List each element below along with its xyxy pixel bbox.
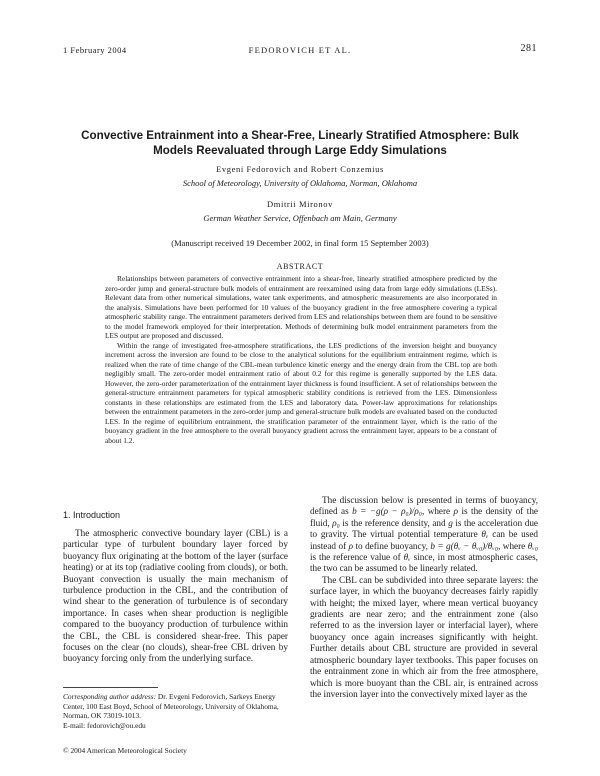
footnote-email: E-mail: fedorovich@ou.edu [63, 720, 146, 730]
cbl-layers-paragraph: The CBL can be subdivided into three separate layers: the surface layer, in which the buoyancy decreases fairly rapidly with height; the mixed layer, where mean vertical buoyancy gradients are near zero; and the entrainment zone (also referred to as the inversion layer or interfacial layer), where buoyancy once again increases significantly with height. Further details about CBL structure are provided in several atmospheric boundary layer textbooks. This paper focuses on the entrainment zone in which air from the free atmosphere, which is more buoyant than the CBL air, is entrained across the inversion layer into the convectively mixed layer as the [310, 574, 538, 699]
footnote-rule [63, 687, 158, 688]
abstract-body [105, 274, 497, 445]
buoyancy-formula: b = −g(ρ − ρ₀)/ρ₀ [352, 506, 422, 517]
page-number: 281 [520, 43, 537, 54]
author-affiliation-1: School of Meteorology, University of Oklahoma, Norman, Oklahoma [182, 178, 418, 188]
copyright-notice: © 2004 American Meteorological Society [63, 746, 187, 755]
author-names-1: Evgeni Fedorovich and Robert Conzemius [216, 164, 384, 174]
author-names-2: Dmitrii Mironov [267, 199, 333, 209]
buoyancy-temperature-formula: b = g(θᵥ − θᵥ₀)/θᵥ₀ [430, 540, 499, 551]
running-head-authors: FEDOROVICH ET AL. [248, 45, 352, 55]
footnote-label: Corresponding author address: [63, 692, 157, 701]
right-column [310, 495, 538, 700]
buoyancy-paragraph: The discussion below is presented in terms of buoyancy, defined as b = −g(ρ − ρ₀)/ρ₀, where ρ is the density of the fluid, ρ₀ is the reference density, and g is the acceleration due to gravity. The virtual potential temperature θᵥ can be used instead of ρ to define buoyancy, b = g(θᵥ − θᵥ₀)/θᵥ₀, where θᵥ₀ is the reference value of θᵥ since, in most atmospheric cases, the two can be assumed to be linearly related. [310, 495, 539, 574]
intro-paragraph: The atmospheric convective boundary layer (CBL) is a particular type of turbulent boundary layer forced by buoyancy flux originating at the bottom of the layer (surface heating) or at its top (radiative cooling from clouds), or both. Buoyant convection is usually the main mechanism of turbulence production in the CBL, and the contribution of wind shear to the generation of turbulence is of secondary importance. In cases when shear production is negligible compared to the buoyancy production of turbulence within the CBL, the CBL is considered shear-free. This paper focuses on the clear (no clouds), shear-free CBL driven by buoyancy forcing only from the underlying surface. [63, 528, 288, 664]
section-heading: 1. Introduction [63, 510, 121, 520]
paper-title: Convective Entrainment into a Shear-Free, Linearly Stratified Atmosphere: Bulk Models Reevaluated through Large Eddy Simulations [81, 129, 519, 157]
running-head-date: 1 February 2004 [63, 45, 127, 55]
footnote-address: Dr. Evgeni Fedorovich, Sarkeys Energy Center, 100 East Boyd, School of Meteorology, University of Oklahoma, Norman, OK 73019-1013. [63, 692, 279, 720]
abstract-paragraph: Relationships between parameters of convective entrainment into a shear-free, linearly stratified atmosphere predicted by the zero-order jump and general-structure bulk models of entrainment are reexamined using data from large eddy simulations (LESs). Relevant data from other numerical simulations, water tank experiments, and atmospheric measurements are also incorporated in the analysis. Simulations have been performed for 10 values of the buoyancy gradient in the free atmosphere covering a typical atmospheric stability range. The entrainment parameters derived from LES and relationships between them are found to be sensitive to the model framework employed for their interpretation. Methods of determining bulk model entrainment parameters from the LES output are proposed and discussed. [105, 274, 497, 340]
left-column [63, 510, 288, 665]
abstract-heading: ABSTRACT [276, 262, 324, 271]
abstract-paragraph: Within the range of investigated free-atmosphere stratifications, the LES predictions of the inversion height and buoyancy increment across the inversion are found to be close to the analytical solutions for the equilibrium entrainment regime, which is realized when the rate of time change of the CBL-mean turbulence kinetic energy and the energy drain from the CBL top are both negligibly small. The zero-order model entrainment ratio of about 0.2 for this regime is generally supported by the LES data. However, the zero-order parameterization of the entrainment layer thickness is found insufficient. A set of relationships between the general-structure entrainment parameters for typical atmospheric stability conditions is retrieved from the LES. Dimensionless constants in these relationships are estimated from the LES and laboratory data. Power-law approximations for relationships between the entrainment parameters in the zero-order jump and general-structure bulk models are evaluated based on the conducted LES. In the regime of equilibrium entrainment, the stratification parameter of the entrainment layer, which is the ratio of the buoyancy gradient in the free atmosphere to the overall buoyancy gradient across the entrainment layer, appears to be a constant of about 1.2. [105, 340, 497, 445]
author-affiliation-2: German Weather Service, Offenbach am Main, Germany [203, 213, 397, 223]
manuscript-received: (Manuscript received 19 December 2002, in final form 15 September 2003) [171, 238, 429, 248]
corresponding-author-footnote [63, 692, 288, 730]
